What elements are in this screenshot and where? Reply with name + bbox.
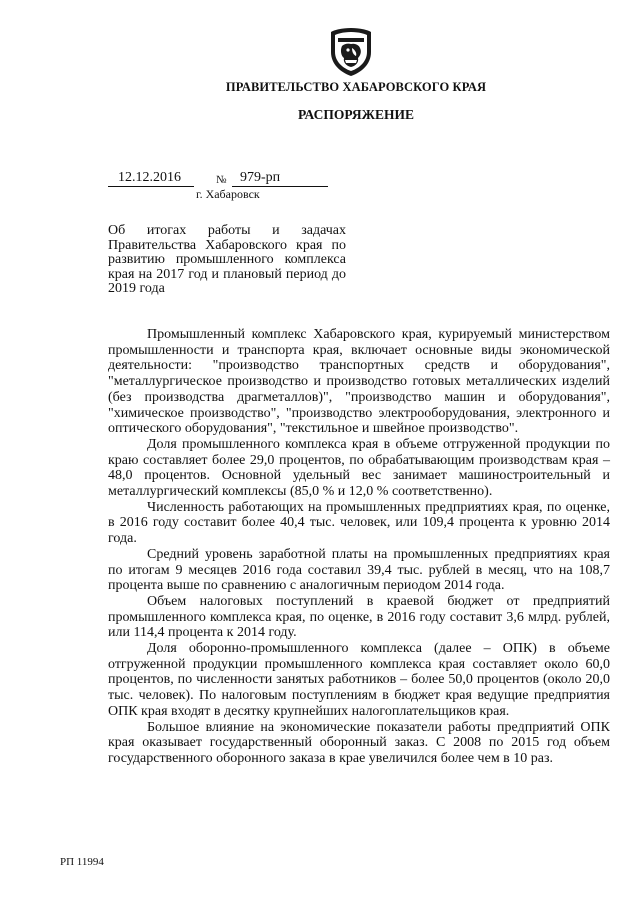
order-number: 979-рп xyxy=(240,170,281,185)
order-body xyxy=(108,327,610,767)
date-number-underlines xyxy=(0,170,640,190)
city-label: г. Хабаровск xyxy=(196,187,260,201)
date-underline xyxy=(108,186,194,187)
order-subject: Об итогах работы и задачах Правительства Хабаровского края по развитию промышленного комплекса края на 2017 год и плановый период до 2019 года xyxy=(108,223,346,297)
order-date: 12.12.2016 xyxy=(118,170,181,185)
number-sign: № xyxy=(216,174,227,186)
body-paragraph: Объем налоговых поступлений в краевой бюджет от предприятий промышленного комплекса края, по оценке, в 2016 году составит 3,6 млрд. рублей, или 114,4 процента к 2014 году. xyxy=(108,593,610,641)
body-paragraph: Численность работающих на промышленных предприятиях края, по оценке, в 2016 году составит более 40,4 тыс. человек, или 109,4 процента к уровню 2014 года. xyxy=(108,499,610,547)
body-paragraph: Большое влияние на экономические показатели работы предприятий ОПК края оказывает государственный оборонный заказ. С 2008 по 2015 год объем государственного оборонного заказа в крае увеличился более чем в 10 раз. xyxy=(108,719,610,766)
government-title: ПРАВИТЕЛЬСТВО ХАБАРОВСКОГО КРАЯ xyxy=(225,80,487,94)
document-type-title: РАСПОРЯЖЕНИЕ xyxy=(297,107,415,122)
body-paragraph: Промышленный комплекс Хабаровского края, курируемый министерством промышленности и транспорта края, включает основные виды экономической деятельности: "производство транспортных средств и оборудования", "металлургическое производство и производство готовых металлических изделий (без производства драгметаллов)", "производство машин и оборудования", "химическое производство", "производство электрооборудования, электронного и оптического оборудования", "текстильное и швейное производство". xyxy=(108,327,610,437)
body-paragraph: Доля оборонно-промышленного комплекса (далее – ОПК) в объеме отгруженной продукции промышленного комплекса края составляет около 60,0 процентов, по численности занятых работников – более 50,0 процентов (около 20,0 тыс. человек). По налоговым поступлениям в бюджет края ведущие предприятия ОПК края входят в десятку крупнейших налогоплательщиков края. xyxy=(108,641,610,719)
body-paragraph: Средний уровень заработной платы на промышленных предприятиях края по итогам 9 месяцев 2016 года составил 39,4 тыс. рублей в месяц, что на 108,7 процента выше по сравнению с аналогичным периодом 2014 года. xyxy=(108,546,610,594)
registration-code: РП 11994 xyxy=(60,856,104,868)
body-paragraph: Доля промышленного комплекса края в объеме отгруженной продукции по краю составляет более 29,0 процентов, по обрабатывающим производствам края – 48,0 процентов. Основной удельный вес занимает машиностроительный и металлургический комплексы (85,0 % и 12,0 % соответственно). xyxy=(108,436,610,500)
coat-of-arms-icon xyxy=(328,26,374,78)
